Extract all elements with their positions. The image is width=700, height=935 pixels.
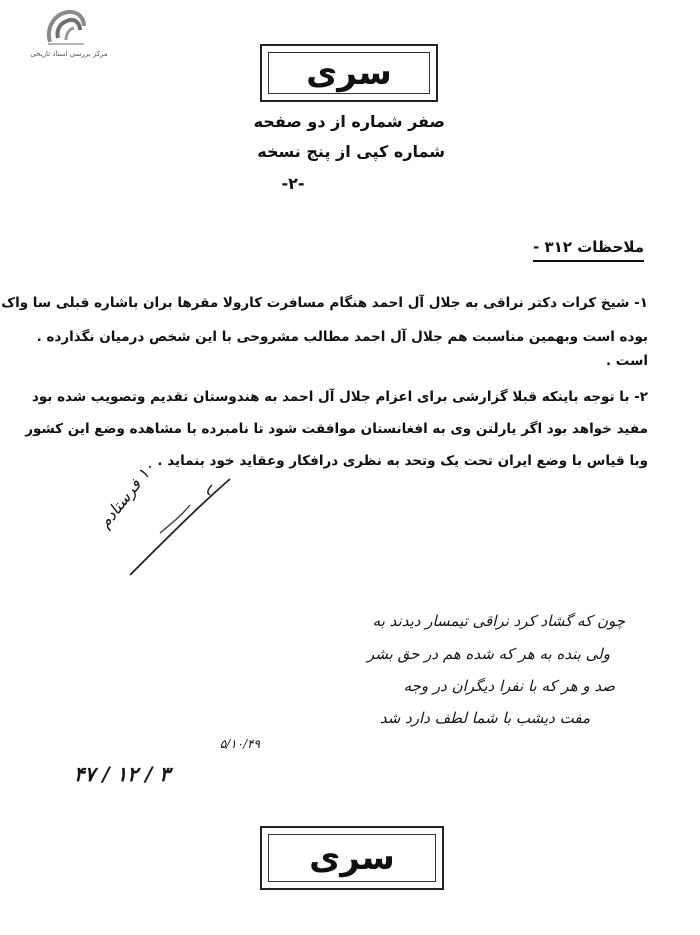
body-line: ۱- شیخ کرات دکتر نراقی به جلال آل احمد هنگام مسافرت کارولا مقرها بران باشاره قبلی سا واک bbox=[1, 295, 648, 311]
handwritten-line: چون که گشاد کرد نراقی تیمسار دیدند به bbox=[372, 612, 625, 630]
handwritten-date: ۵/۱۰/۴۹ bbox=[219, 737, 260, 751]
archive-logo bbox=[14, 8, 124, 60]
body-line: بوده است وبهمین مناسبت هم جلال آل احمد مطالب مشروحی با این شخص درمیان نگذارده . bbox=[36, 329, 648, 345]
header-page-count: صفر شماره از دو صفحه bbox=[253, 112, 445, 131]
page-number: -۲- bbox=[281, 174, 305, 193]
secret-stamp-bottom bbox=[260, 826, 444, 890]
handwritten-line: صد و هر که با نفرا دیگران در وجه bbox=[403, 677, 615, 695]
secret-stamp-bottom-text: سری bbox=[309, 838, 395, 878]
secret-stamp-top bbox=[260, 44, 438, 102]
body-line: است . bbox=[605, 353, 648, 369]
secret-stamp-top-text: سری bbox=[306, 53, 392, 93]
archive-logo-text: مرکز بررسی اسناد تاریخی bbox=[30, 50, 108, 58]
body-line: مفید خواهد بود اگر یارلتن وی به افغانستان موافقت شود تا نامبرده با مشاهده وضع این کشور bbox=[25, 421, 648, 437]
handwritten-line: مفت دیشب با شما لطف دارد شد bbox=[379, 709, 590, 727]
body-line: وبا قیاس با وضع ایران تحت یک وتحد به نظری درافکار وعقاید خود بنماید . bbox=[157, 453, 648, 469]
handwritten-reference: ۳ / ۱۲ / ۴۷ bbox=[73, 762, 170, 786]
body-line: ۲- با توجه باینکه قبلا گزارشی برای اعزام جلال آل احمد به هندوستان تقدیم وتصویب شده بود bbox=[31, 389, 648, 405]
archive-logo-icon bbox=[44, 8, 88, 48]
signature-scribble bbox=[90, 475, 240, 585]
handwritten-line: ولی بنده به هر که شده هم در حق بشر bbox=[367, 645, 610, 663]
header-copy-count: شماره کپی از پنج نسخه bbox=[257, 142, 445, 161]
stamp-inner-border bbox=[268, 52, 430, 94]
stamp-inner-border bbox=[268, 834, 436, 882]
signature-text: ۱۰ فرستادم bbox=[95, 457, 159, 532]
section-title: ملاحظات ۳۱۲ - bbox=[533, 238, 644, 262]
